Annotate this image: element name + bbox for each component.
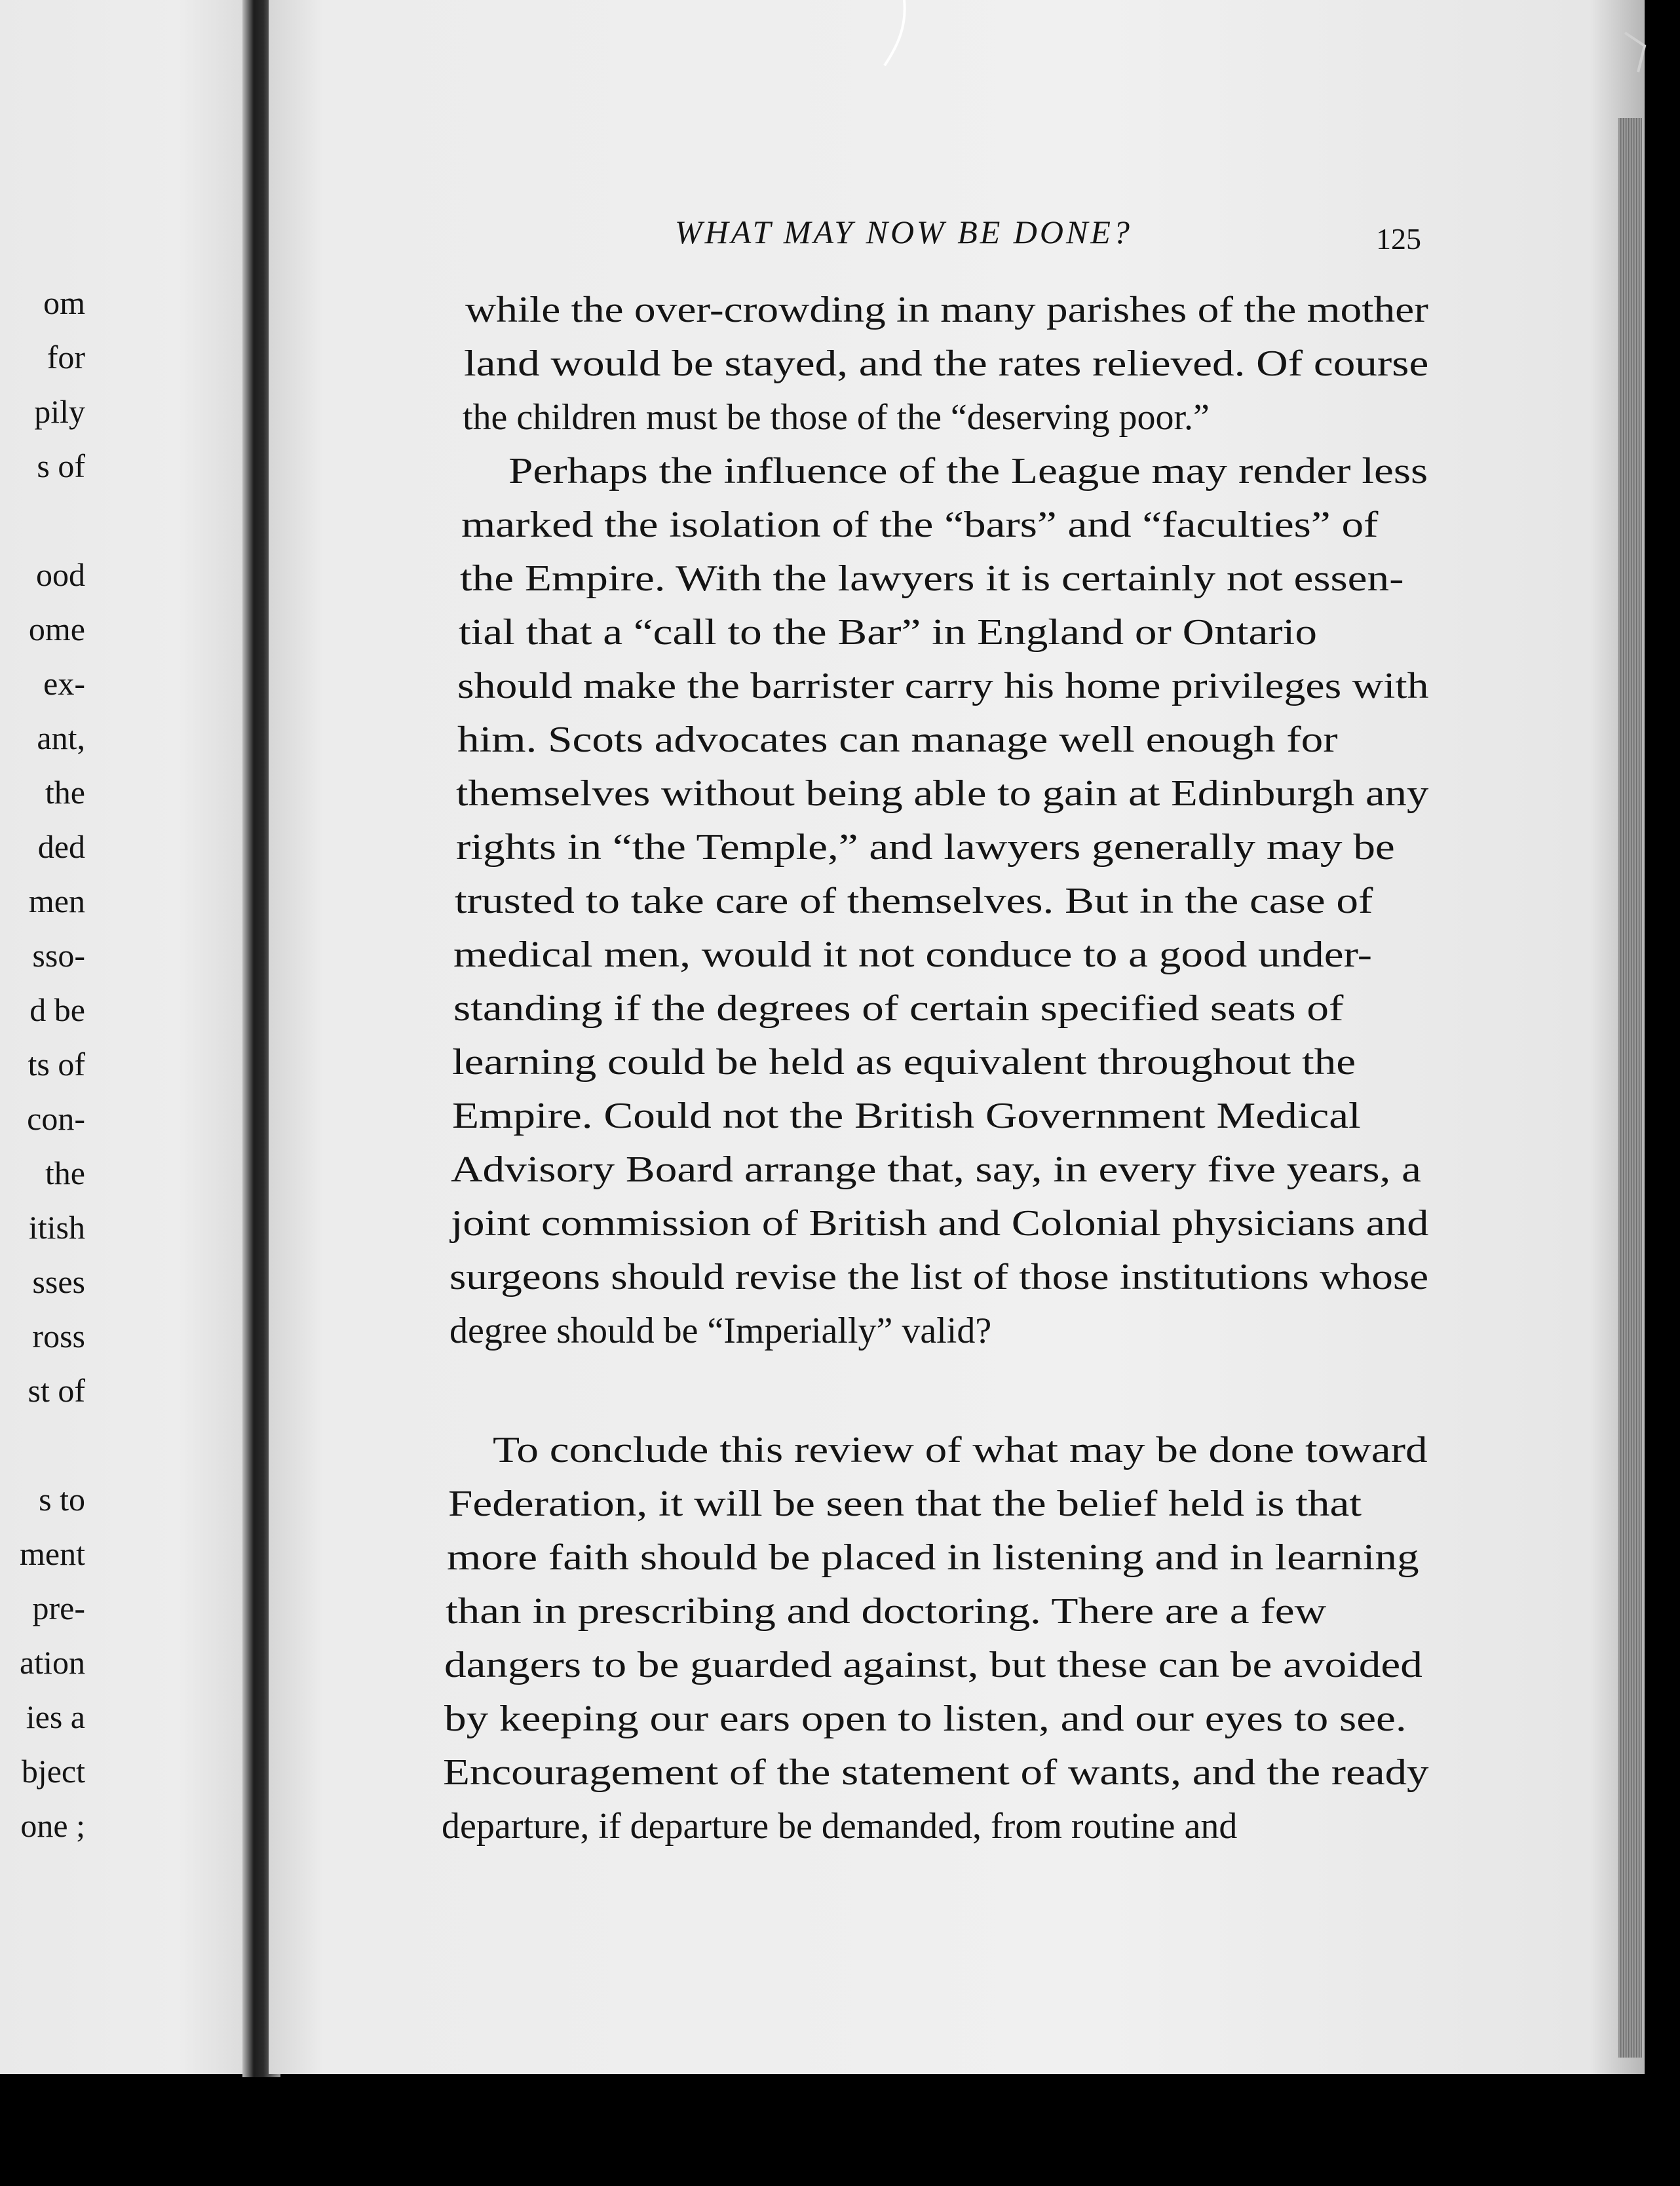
left-page-line: ies a (26, 1698, 85, 1735)
paragraph-2-line: the Empire. With the lawyers it is certainly not essen- (460, 558, 1404, 599)
paragraph-2-line: trusted to take care of themselves. But in the case of (455, 881, 1373, 921)
left-page-line: pre- (32, 1590, 85, 1626)
paragraph-2-line: medical men, would it not conduce to a good under- (453, 934, 1373, 975)
paragraph-3-line: more faith should be placed in listening and in learning (447, 1537, 1419, 1578)
paragraph-2-line: degree should be “Imperially” valid? (449, 1311, 992, 1351)
left-page-line: sses (32, 1263, 85, 1300)
paragraph-2-line: should make the barrister carry his home privileges with (457, 666, 1429, 706)
left-page-line: st of (28, 1372, 85, 1409)
left-page-line: ment (20, 1535, 85, 1572)
paragraph-2-line: Advisory Board arrange that, say, in every five years, a (451, 1149, 1421, 1190)
left-page-line: con- (27, 1100, 85, 1137)
left-page-line: ts of (28, 1046, 85, 1083)
left-page-line: ome (28, 611, 85, 647)
paragraph-2-line: joint commission of British and Colonial physicians and (451, 1203, 1429, 1244)
left-page-line: men (28, 883, 85, 919)
paragraph-1-line: land would be stayed, and the rates relieved. Of course (464, 343, 1429, 384)
left-page-line: s of (37, 448, 85, 484)
paragraph-1-line: while the over-crowding in many parishes of the mother (465, 290, 1428, 330)
paragraph-2-line: tial that a “call to the Bar” in England or Ontario (459, 612, 1317, 653)
paragraph-2-line: standing if the degrees of certain specified seats of (453, 988, 1344, 1029)
paragraph-1-line: the children must be those of the “deserving poor.” (463, 397, 1210, 438)
paragraph-2-line: rights in “the Temple,” and lawyers generally may be (456, 827, 1395, 868)
left-page-line: ood (36, 556, 85, 593)
paragraph-2-line: him. Scots advocates can manage well enough for (457, 719, 1338, 760)
left-page-line: om (43, 284, 85, 321)
scan-artifact-mark (1618, 26, 1658, 79)
left-page-line: s to (39, 1481, 85, 1518)
left-page-line: ex- (43, 665, 85, 702)
paragraph-3-line: than in prescribing and doctoring. There are a few (446, 1591, 1327, 1632)
left-page-line: bject (21, 1753, 85, 1790)
paragraph-2-line: Perhaps the influence of the League may render less (508, 451, 1428, 491)
paragraph-2-line: themselves without being able to gain at Edinburgh any (456, 773, 1429, 814)
left-page-line: itish (28, 1209, 85, 1246)
paragraph-3-line: by keeping our ears open to listen, and our eyes to see. (444, 1698, 1407, 1739)
left-page (0, 0, 256, 2074)
left-page-line: ross (32, 1318, 85, 1354)
left-page-line: ant, (37, 719, 85, 756)
paragraph-2-line: learning could be held as equivalent throughout the (452, 1042, 1356, 1083)
page-number: 125 (1376, 222, 1421, 256)
paragraph-3-line: departure, if departure be demanded, from routine and (442, 1806, 1238, 1847)
paragraph-3-line: Encouragement of the statement of wants, and the ready (443, 1752, 1429, 1793)
left-page-line: ded (37, 828, 85, 865)
paragraph-3-line: To conclude this review of what may be done toward (493, 1430, 1428, 1470)
left-page-line: ation (20, 1644, 85, 1681)
page-edges (1618, 118, 1642, 2058)
left-page-line: d be (29, 991, 85, 1028)
left-page-line: the (45, 1155, 85, 1191)
paragraph-3-line: dangers to be guarded against, but these can be avoided (444, 1645, 1422, 1685)
left-page-line: pily (34, 393, 85, 430)
scan-artifact-curve (878, 0, 930, 92)
left-page-line: for (47, 339, 85, 375)
left-page-line: the (45, 774, 85, 811)
paragraph-3-line: Federation, it will be seen that the belief held is that (448, 1484, 1362, 1524)
left-page-line: one ; (20, 1807, 85, 1844)
left-page-line: sso- (32, 937, 85, 974)
paragraph-2-line: surgeons should revise the list of those institutions whose (449, 1257, 1429, 1297)
paragraph-2-line: Empire. Could not the British Government Medical (452, 1096, 1361, 1136)
paragraph-2-line: marked the isolation of the “bars” and “faculties” of (461, 505, 1379, 545)
running-head: WHAT MAY NOW BE DONE? (675, 214, 1132, 250)
